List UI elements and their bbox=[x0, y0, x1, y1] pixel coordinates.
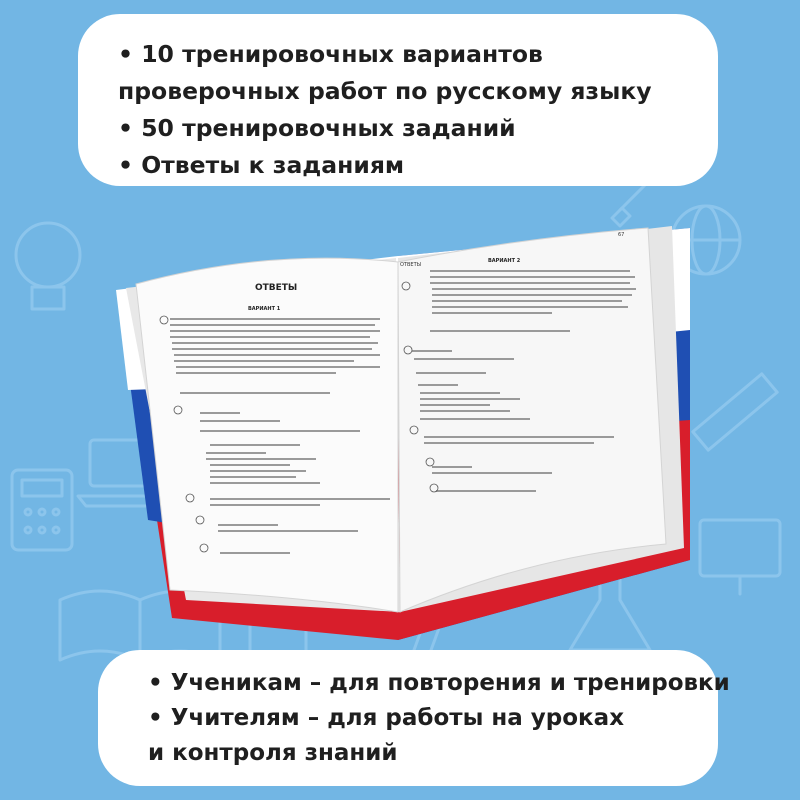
right-page-header: ОТВЕТЫ bbox=[400, 262, 422, 268]
left-variant-heading: ВАРИАНТ 1 bbox=[248, 306, 281, 312]
audience-line-students: • Ученикам – для повторения и тренировки bbox=[148, 670, 730, 696]
right-page-number: 67 bbox=[618, 232, 625, 238]
feature-line-tasks: • 50 тренировочных заданий bbox=[118, 114, 516, 142]
left-page-title: ОТВЕТЫ bbox=[255, 283, 298, 293]
audience-card bbox=[98, 650, 730, 786]
left-page bbox=[136, 258, 398, 612]
audience-line-teachers: • Учителям – для работы на уроках bbox=[148, 705, 625, 731]
right-variant-heading: ВАРИАНТ 2 bbox=[488, 258, 521, 264]
feature-line-variants: • 10 тренировочных вариантов bbox=[118, 40, 543, 68]
feature-line-answers: • Ответы к заданиям bbox=[118, 151, 405, 179]
audience-line-teachers-cont: и контроля знаний bbox=[148, 740, 398, 766]
feature-line-variants-cont: проверочных работ по русскому языку bbox=[118, 77, 652, 105]
